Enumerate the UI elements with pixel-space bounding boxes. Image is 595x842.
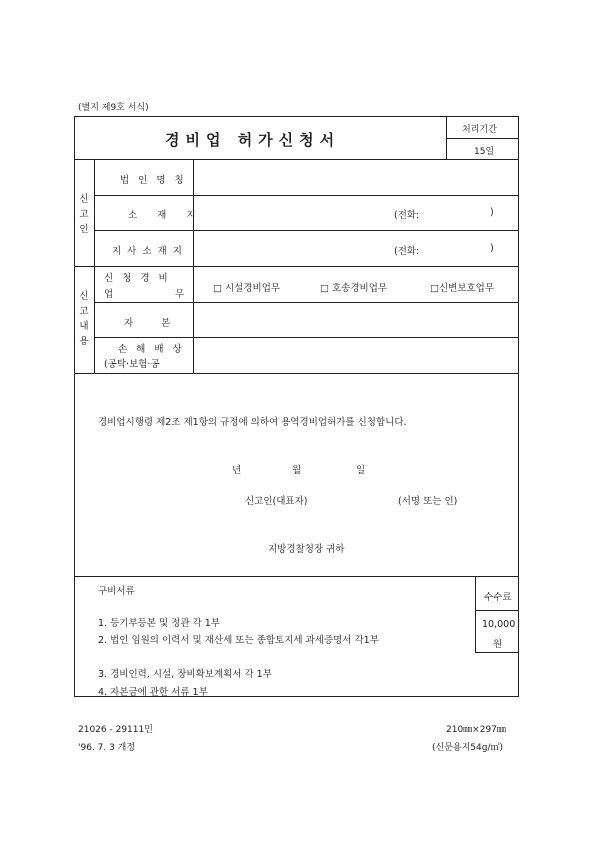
- document-item-4: 4. 자본금에 관한 서류 1부: [98, 687, 208, 698]
- applicant-representative-label: 신고인(대표자): [245, 496, 308, 507]
- address-label: 소재지: [128, 210, 216, 221]
- divider-declaration: [74, 576, 519, 577]
- service-label-line1: 신청경비: [104, 273, 177, 284]
- divider-fee-bottom: [475, 652, 519, 653]
- option-personal-protection[interactable]: □신변보호업무: [430, 283, 495, 294]
- recipient-label: 지방경찰청장 귀하: [268, 544, 345, 555]
- form-title: 경비업 허가신청서: [165, 131, 341, 149]
- corp-name-label: 법인명칭: [120, 175, 193, 186]
- divider-row1: [94, 195, 519, 196]
- divider-fee: [475, 610, 519, 611]
- divider-row2: [94, 230, 519, 231]
- address-field[interactable]: [196, 198, 386, 228]
- divider-row3: [94, 302, 519, 303]
- form-label: (별지 제9호 서식): [78, 103, 149, 113]
- divider-processing: [446, 138, 519, 139]
- option-facility-security[interactable]: □ 시설경비업무: [213, 283, 281, 294]
- capital-field[interactable]: [196, 305, 516, 335]
- service-label-line2: 업무: [104, 289, 247, 300]
- declaration-statement: 경비업시행령 제2조 제1항의 규정에 의하여 용역경비업허가를 신청합니다.: [98, 417, 407, 428]
- divider-title: [74, 159, 519, 160]
- divider-label-v: [193, 159, 194, 373]
- date-year-label: 년: [232, 465, 242, 476]
- applicant-section-label: 신 고 인: [79, 194, 89, 235]
- processing-value: 15일: [474, 147, 495, 157]
- document-item-3: 3. 경비인력, 시설, 장비확보계획서 각 1부: [98, 669, 272, 680]
- branch-label: 지사소재지: [112, 246, 188, 257]
- divider-processing-v: [446, 116, 447, 159]
- fee-amount: 10,000: [482, 619, 516, 630]
- compensation-label-line2: (공탁·보험·공: [104, 359, 160, 370]
- address-phone-close: ): [490, 207, 494, 218]
- divider-section2: [74, 373, 519, 374]
- content-section-label: 신 고 내 용: [79, 291, 89, 347]
- option-escort-security[interactable]: □ 호송경비업무: [320, 283, 388, 294]
- branch-phone-close: ): [490, 243, 494, 254]
- divider-row4: [94, 337, 519, 338]
- document-item-1: 1. 등기부등본 및 정관 각 1부: [98, 618, 220, 629]
- compensation-label-line1: 손해배상: [118, 344, 191, 355]
- footer-code: 21026 - 29111민: [78, 725, 153, 735]
- footer-paper: (신문용지54g/㎡): [432, 743, 503, 753]
- date-month-label: 월: [292, 465, 302, 476]
- corp-name-field[interactable]: [196, 162, 516, 192]
- processing-label: 처리기간: [462, 125, 497, 135]
- fee-label: 수수료: [484, 592, 512, 603]
- documents-header: 구비서류: [98, 586, 135, 597]
- footer-size: 210㎜×297㎜: [446, 725, 506, 735]
- date-day-label: 일: [356, 465, 366, 476]
- divider-section1: [74, 266, 519, 267]
- address-phone-label: (전화:: [394, 210, 420, 221]
- branch-phone-label: (전화:: [394, 246, 420, 257]
- divider-section-v: [94, 159, 95, 373]
- capital-label: 자본: [124, 318, 199, 329]
- branch-field[interactable]: [196, 233, 386, 263]
- fee-unit: 원: [493, 639, 503, 650]
- divider-fee-v: [475, 576, 476, 652]
- footer-revision: '96. 7. 3 개정: [78, 743, 136, 753]
- compensation-field[interactable]: [196, 340, 516, 370]
- signature-label: (서명 또는 인): [398, 496, 458, 507]
- document-item-2: 2. 법인 임원의 이력서 및 재산세 또는 종합토지세 과세증명서 각1부: [98, 635, 379, 646]
